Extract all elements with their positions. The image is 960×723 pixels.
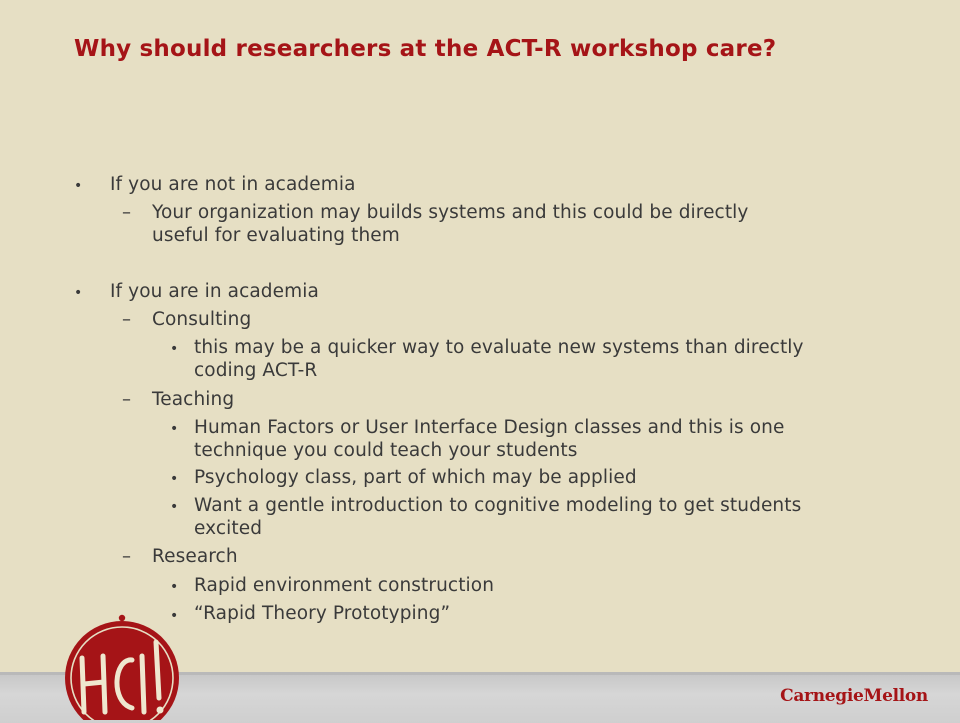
bullet-not-academia: If you are not in academia <box>110 174 356 195</box>
carnegie-mellon-wordmark: CarnegieMellon <box>780 686 928 706</box>
sub-org-line-1: Your organization may builds systems and this could be directly <box>152 202 749 223</box>
bullet-marker: • <box>170 471 179 487</box>
slide-title: Why should researchers at the ACT-R workshop care? <box>74 36 777 62</box>
bullet-marker: • <box>170 579 179 595</box>
consult-line-1: this may be a quicker way to evaluate new systems than directly <box>194 337 804 358</box>
bullet-marker: • <box>74 178 83 194</box>
bullet-marker: • <box>170 608 179 624</box>
gentle-line-2: excited <box>194 518 263 539</box>
sub-teaching: Teaching <box>152 389 235 410</box>
psych-item: Psychology class, part of which may be applied <box>194 467 637 488</box>
bullet-marker: • <box>170 499 179 515</box>
sub-org-line-2: useful for evaluating them <box>152 225 400 246</box>
rapid-env-item: Rapid environment construction <box>194 575 495 596</box>
hcii-logo-icon <box>60 612 186 720</box>
dash-marker: – <box>122 309 131 330</box>
sub-consulting: Consulting <box>152 309 252 330</box>
sub-research: Research <box>152 546 238 567</box>
gentle-line-1: Want a gentle introduction to cognitive modeling to get students <box>194 495 802 516</box>
dash-marker: – <box>122 546 131 567</box>
rapid-theory-item: “Rapid Theory Prototyping” <box>194 603 451 624</box>
consult-line-2: coding ACT-R <box>194 360 318 381</box>
dash-marker: – <box>122 389 131 410</box>
hf-line-1: Human Factors or User Interface Design classes and this is one <box>194 417 785 438</box>
bullet-academia: If you are in academia <box>110 281 319 302</box>
bullet-marker: • <box>170 341 179 357</box>
dash-marker: – <box>122 202 131 223</box>
bullet-marker: • <box>170 421 179 437</box>
bullet-marker: • <box>74 285 83 301</box>
hf-line-2: technique you could teach your students <box>194 440 578 461</box>
